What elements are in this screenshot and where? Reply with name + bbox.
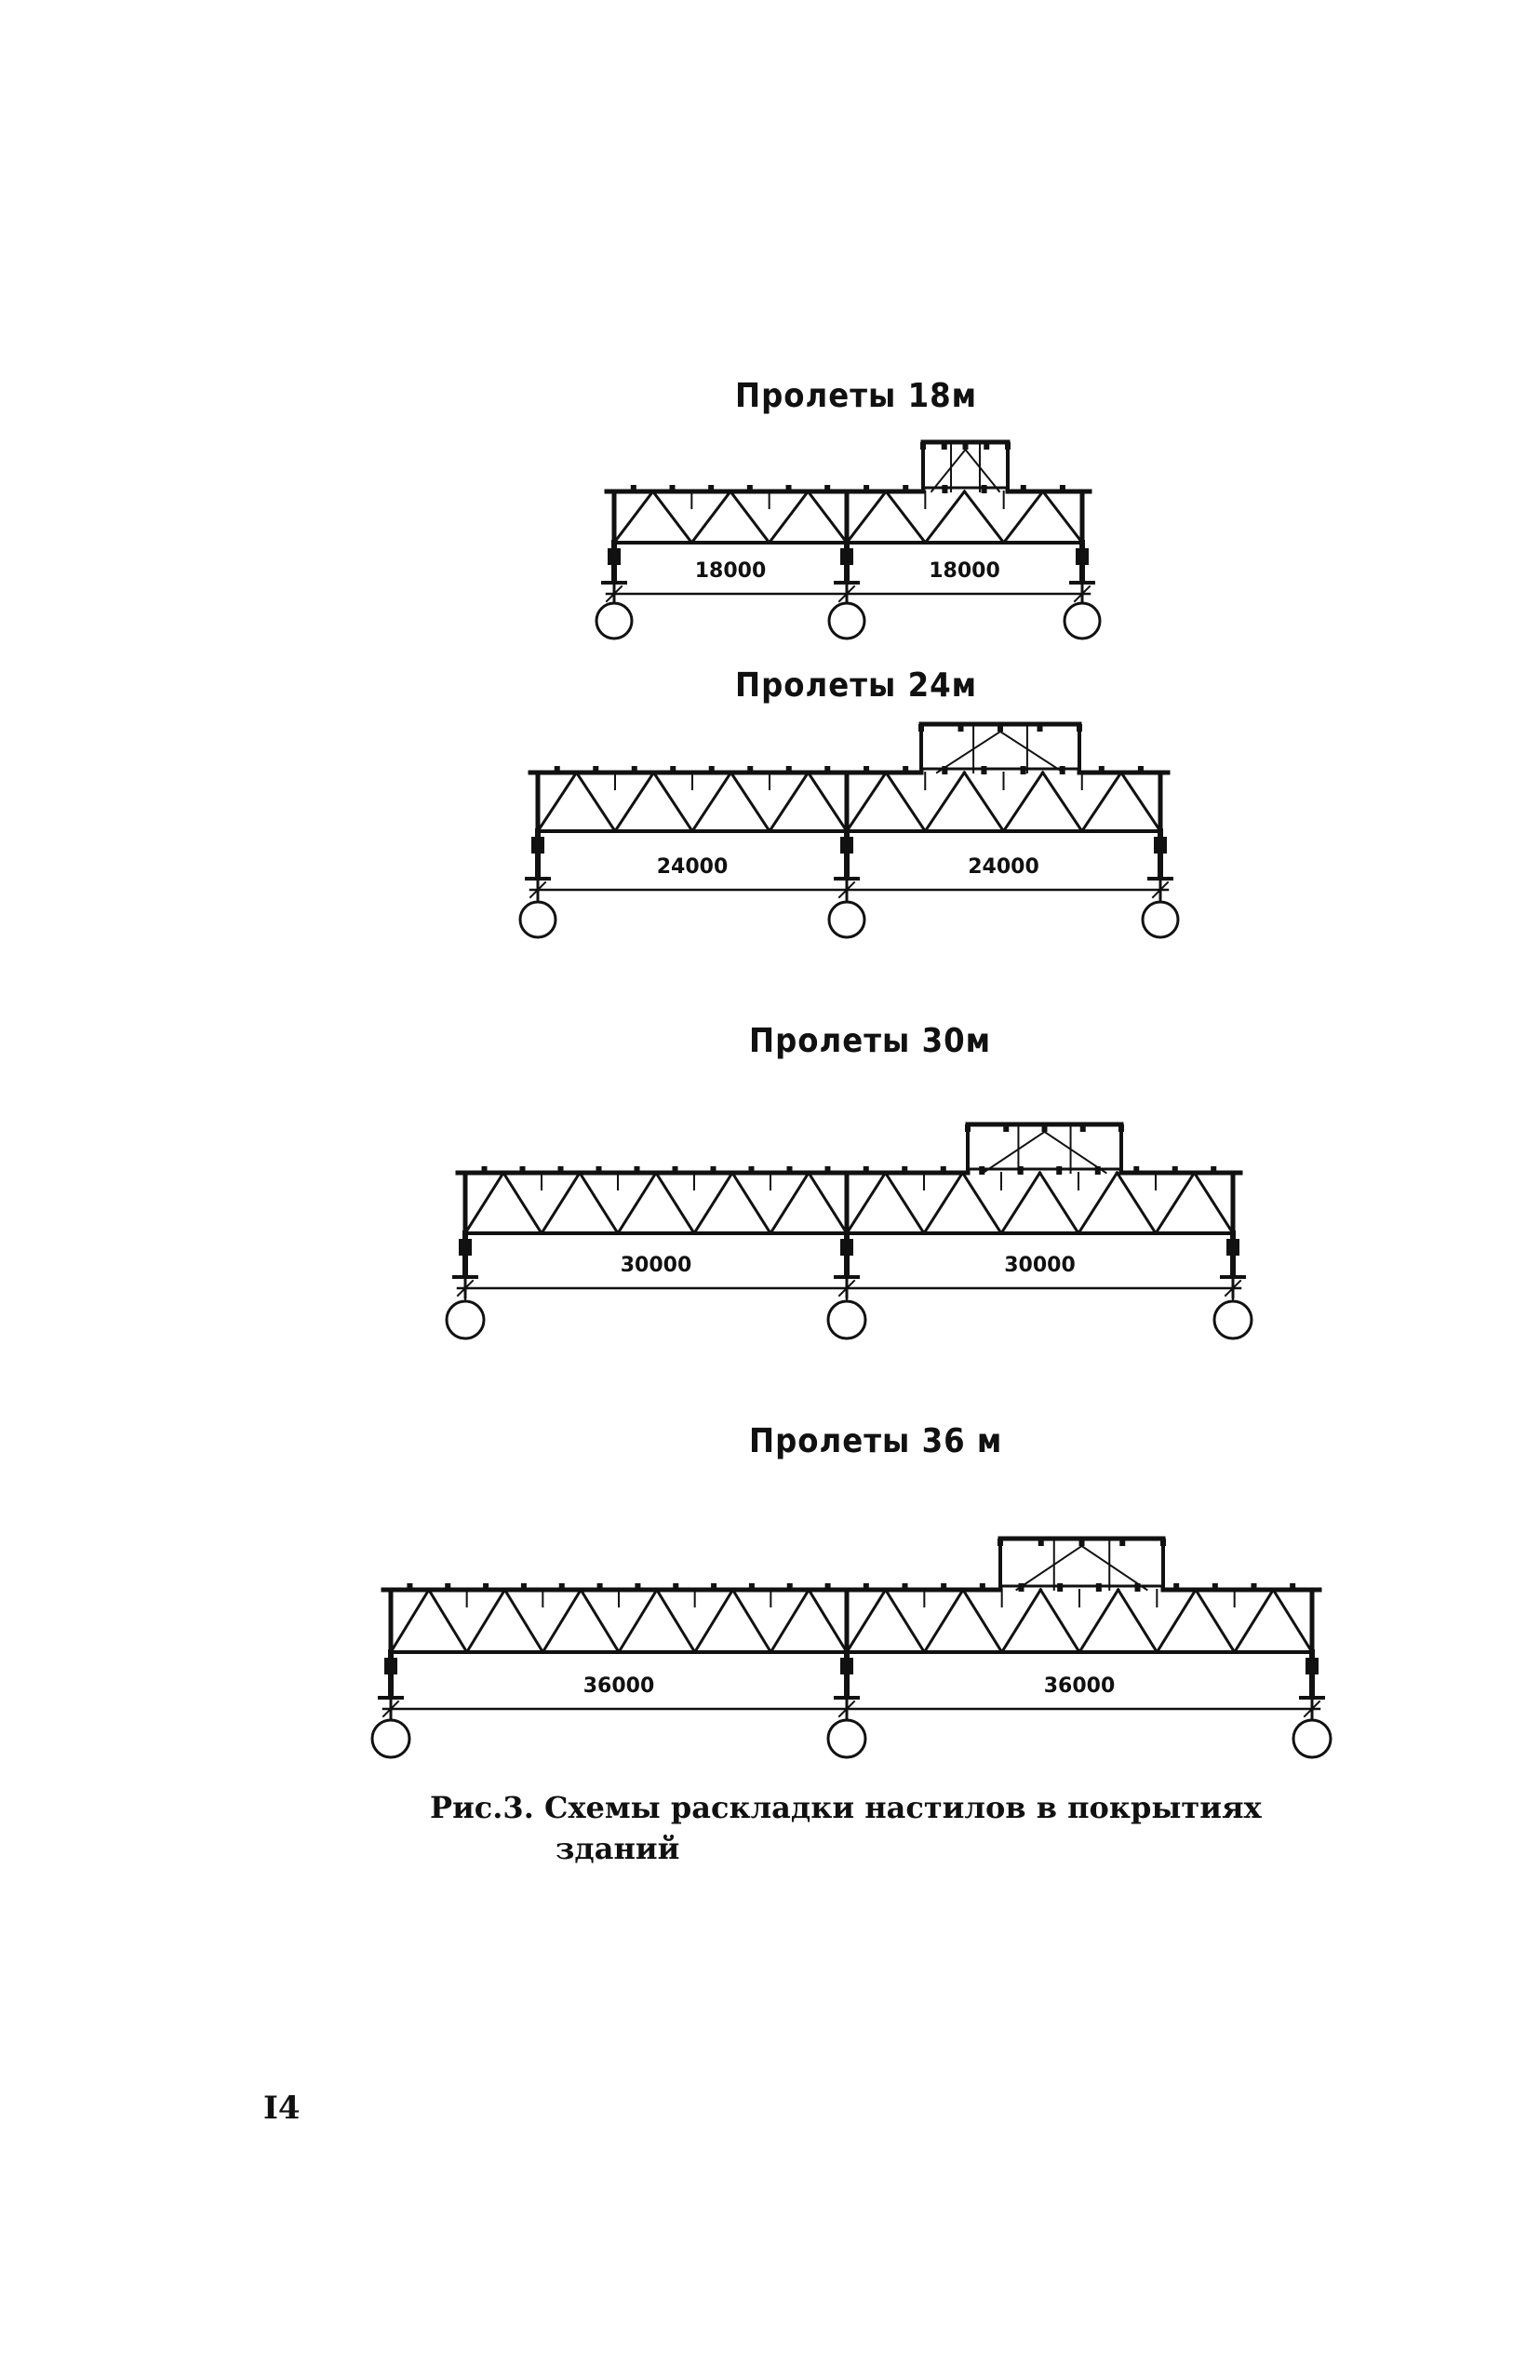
purlin-marker bbox=[787, 1166, 793, 1175]
purlin-marker bbox=[1056, 1166, 1062, 1175]
lantern-purlin bbox=[1119, 1539, 1125, 1546]
lantern-purlin bbox=[942, 442, 947, 450]
truss-diagonal bbox=[886, 1590, 925, 1652]
purlin-marker bbox=[635, 1166, 640, 1175]
truss-diagonal bbox=[809, 773, 848, 831]
lantern-brace bbox=[931, 450, 965, 491]
purlin-marker bbox=[1057, 1583, 1063, 1592]
truss-diagonal bbox=[1002, 1590, 1041, 1652]
purlin-marker bbox=[864, 485, 869, 493]
purlin-marker bbox=[520, 1166, 526, 1175]
purlin-marker bbox=[942, 485, 947, 493]
truss-diagonal bbox=[808, 491, 847, 543]
truss-diagonal bbox=[1121, 773, 1160, 831]
caption-line-2: зданий bbox=[556, 1831, 680, 1866]
truss-scheme-2 bbox=[447, 1124, 1252, 1338]
truss-diagonal bbox=[1004, 491, 1043, 543]
lantern-purlin bbox=[984, 442, 989, 450]
truss-diagonal bbox=[1118, 1590, 1158, 1652]
column-bracket bbox=[840, 1239, 853, 1256]
page-number: I4 bbox=[263, 2090, 301, 2127]
truss-diagonal bbox=[577, 773, 616, 831]
span-label: 18000 bbox=[929, 559, 1000, 583]
purlin-marker bbox=[1021, 766, 1026, 774]
axis-bubble bbox=[1143, 902, 1178, 937]
span-label: 24000 bbox=[656, 855, 729, 879]
purlin-marker bbox=[596, 1166, 602, 1175]
lantern-purlin bbox=[1077, 724, 1082, 732]
purlin-marker bbox=[749, 1583, 755, 1592]
purlin-marker bbox=[708, 485, 714, 493]
scheme-title-24: Пролеты 24м bbox=[735, 666, 978, 705]
purlin-marker bbox=[864, 1166, 869, 1175]
truss-diagonal bbox=[695, 1590, 733, 1652]
purlin-marker bbox=[903, 1583, 908, 1592]
axis-bubble bbox=[829, 902, 864, 937]
purlin-marker bbox=[982, 485, 987, 493]
truss-scheme-3 bbox=[372, 1539, 1331, 1757]
lantern-purlin bbox=[998, 1539, 1003, 1546]
truss-diagonal bbox=[1196, 1590, 1235, 1652]
truss-diagonal bbox=[538, 773, 577, 831]
truss-diagonal bbox=[965, 491, 1004, 543]
axis-bubble bbox=[447, 1301, 484, 1338]
truss-diagonal bbox=[654, 773, 693, 831]
axis-bubble bbox=[596, 603, 632, 639]
truss-diagonal bbox=[465, 1173, 503, 1233]
purlin-marker bbox=[709, 766, 715, 774]
lantern-purlin bbox=[963, 442, 969, 450]
truss-diagonal bbox=[809, 1590, 847, 1652]
truss-diagonal bbox=[581, 1590, 619, 1652]
truss-diagonal bbox=[731, 773, 770, 831]
purlin-marker bbox=[903, 485, 908, 493]
lantern-brace bbox=[1082, 1546, 1147, 1590]
truss-diagonal bbox=[1118, 1173, 1157, 1233]
column-bracket bbox=[531, 837, 544, 854]
purlin-marker bbox=[559, 1583, 565, 1592]
truss-diagonal bbox=[847, 491, 886, 543]
lantern-purlin bbox=[1003, 1124, 1009, 1132]
caption-line-1: Рис.3. Схемы раскладки настилов в покрытиях bbox=[430, 1790, 1262, 1825]
span-label: 24000 bbox=[968, 855, 1039, 879]
purlin-marker bbox=[747, 766, 753, 774]
truss-diagonal bbox=[692, 773, 731, 831]
truss-diagonal bbox=[467, 1590, 505, 1652]
purlin-marker bbox=[825, 1166, 831, 1175]
truss-diagonal bbox=[886, 773, 925, 831]
truss-diagonal bbox=[730, 491, 770, 543]
purlin-marker bbox=[864, 766, 869, 774]
purlin-marker bbox=[786, 485, 792, 493]
truss-diagonal bbox=[964, 773, 1003, 831]
purlin-marker bbox=[597, 1583, 603, 1592]
purlin-marker bbox=[786, 766, 792, 774]
purlin-marker bbox=[1172, 1166, 1178, 1175]
purlin-marker bbox=[521, 1583, 527, 1592]
truss-diagonal bbox=[505, 1590, 543, 1652]
truss-diagonal bbox=[1040, 1173, 1079, 1233]
lantern-purlin bbox=[1080, 1124, 1086, 1132]
truss-diagonal bbox=[886, 1173, 925, 1233]
purlin-marker bbox=[631, 485, 636, 493]
lantern-purlin bbox=[920, 442, 926, 450]
lantern-purlin bbox=[1005, 442, 1011, 450]
figure-caption bbox=[430, 1787, 1267, 1869]
purlin-marker bbox=[787, 1583, 793, 1592]
purlin-marker bbox=[824, 766, 830, 774]
lantern-purlin bbox=[1118, 1124, 1124, 1132]
lantern-purlin bbox=[918, 724, 924, 732]
purlin-marker bbox=[941, 1583, 946, 1592]
truss-diagonal bbox=[732, 1173, 770, 1233]
lantern-purlin bbox=[1042, 1124, 1048, 1132]
scheme-title-18: Пролеты 18м bbox=[735, 377, 978, 415]
purlin-marker bbox=[711, 1166, 716, 1175]
truss-diagonal bbox=[694, 1173, 732, 1233]
truss-diagonal bbox=[653, 491, 692, 543]
truss-diagonal bbox=[391, 1590, 429, 1652]
purlin-marker bbox=[1138, 766, 1144, 774]
column-bracket bbox=[459, 1239, 472, 1256]
column-bracket bbox=[384, 1658, 397, 1674]
truss-diagonal bbox=[619, 1590, 657, 1652]
span-label: 36000 bbox=[1043, 1674, 1116, 1698]
purlin-marker bbox=[1252, 1583, 1257, 1592]
purlin-marker bbox=[482, 1166, 488, 1175]
truss-diagonal bbox=[1079, 1590, 1118, 1652]
purlin-marker bbox=[903, 766, 908, 774]
span-label: 18000 bbox=[694, 559, 767, 583]
column-bracket bbox=[1306, 1658, 1319, 1674]
truss-diagonal bbox=[886, 491, 925, 543]
purlin-marker bbox=[445, 1583, 450, 1592]
purlin-marker bbox=[1021, 485, 1026, 493]
purlin-marker bbox=[635, 1583, 640, 1592]
truss-diagonal bbox=[615, 773, 654, 831]
purlin-marker bbox=[825, 1583, 831, 1592]
truss-diagonal bbox=[656, 1173, 694, 1233]
truss-diagonal bbox=[1273, 1590, 1312, 1652]
scheme-title-36: Пролеты 36 м bbox=[749, 1422, 1003, 1460]
truss-diagonal bbox=[847, 773, 886, 831]
purlin-marker bbox=[981, 766, 986, 774]
purlin-marker bbox=[483, 1583, 489, 1592]
span-label: 36000 bbox=[583, 1674, 655, 1698]
truss-diagonal bbox=[1156, 1173, 1195, 1233]
truss-diagonal bbox=[924, 1173, 963, 1233]
axis-bubble bbox=[1293, 1720, 1331, 1757]
axis-bubble bbox=[1065, 603, 1100, 639]
purlin-marker bbox=[558, 1166, 564, 1175]
column-bracket bbox=[840, 1658, 853, 1674]
axis-bubble bbox=[520, 902, 556, 937]
purlin-marker bbox=[670, 485, 676, 493]
purlin-marker bbox=[979, 1166, 984, 1175]
truss-diagonal bbox=[1235, 1590, 1274, 1652]
truss-diagonal bbox=[770, 491, 809, 543]
purlin-marker bbox=[980, 1583, 985, 1592]
column-bracket bbox=[840, 837, 853, 854]
truss-diagonal bbox=[580, 1173, 618, 1233]
truss-diagonal bbox=[1001, 1173, 1040, 1233]
purlin-marker bbox=[673, 1166, 678, 1175]
scheme-title-30: Пролеты 30м bbox=[749, 1022, 992, 1060]
lantern-brace bbox=[1017, 1546, 1082, 1590]
axis-bubble bbox=[828, 1720, 865, 1757]
truss-diagonal bbox=[847, 1590, 886, 1652]
truss-diagonal bbox=[925, 773, 964, 831]
truss-diagonal bbox=[691, 491, 730, 543]
purlin-marker bbox=[1019, 1583, 1024, 1592]
truss-diagonal bbox=[925, 491, 964, 543]
truss-diagonal bbox=[963, 1173, 1002, 1233]
axis-bubble bbox=[1214, 1301, 1252, 1338]
purlin-marker bbox=[824, 485, 830, 493]
truss-diagonal bbox=[614, 491, 653, 543]
column-bracket bbox=[1226, 1239, 1239, 1256]
lantern-purlin bbox=[1038, 724, 1043, 732]
purlin-marker bbox=[407, 1583, 412, 1592]
purlin-marker bbox=[1290, 1583, 1295, 1592]
column-bracket bbox=[1076, 548, 1089, 565]
lantern-purlin bbox=[1160, 1539, 1166, 1546]
purlin-marker bbox=[593, 766, 598, 774]
purlin-marker bbox=[1135, 1583, 1141, 1592]
truss-diagonal bbox=[770, 1590, 809, 1652]
truss-diagonal bbox=[924, 1590, 963, 1652]
span-label: 30000 bbox=[620, 1254, 692, 1277]
purlin-marker bbox=[864, 1583, 869, 1592]
purlin-marker bbox=[902, 1166, 907, 1175]
purlin-marker bbox=[711, 1583, 716, 1592]
span-label: 30000 bbox=[1004, 1254, 1076, 1277]
truss-diagonal bbox=[618, 1173, 656, 1233]
truss-diagonal bbox=[1157, 1590, 1196, 1652]
purlin-marker bbox=[1099, 766, 1105, 774]
purlin-marker bbox=[1060, 766, 1065, 774]
truss-diagonal bbox=[1078, 1173, 1118, 1233]
axis-bubble bbox=[372, 1720, 409, 1757]
truss-diagonal bbox=[770, 1173, 809, 1233]
column-bracket bbox=[608, 548, 621, 565]
truss-scheme-0 bbox=[596, 442, 1100, 639]
axis-bubble bbox=[829, 603, 864, 639]
purlin-marker bbox=[1096, 1583, 1102, 1592]
column-bracket bbox=[840, 548, 853, 565]
truss-diagonal bbox=[809, 1173, 847, 1233]
truss-diagonal bbox=[847, 1173, 886, 1233]
truss-scheme-1 bbox=[520, 724, 1178, 937]
truss-diagonal bbox=[1082, 773, 1121, 831]
purlin-marker bbox=[1173, 1583, 1179, 1592]
purlin-marker bbox=[1211, 1166, 1216, 1175]
truss-diagonal bbox=[1004, 773, 1043, 831]
truss-diagonal bbox=[1043, 773, 1082, 831]
truss-diagonal bbox=[1043, 491, 1082, 543]
truss-diagonal bbox=[542, 1173, 580, 1233]
lantern-purlin bbox=[958, 724, 964, 732]
truss-diagonal bbox=[542, 1590, 581, 1652]
lantern-purlin bbox=[998, 724, 1003, 732]
purlin-marker bbox=[747, 485, 753, 493]
truss-diagonal bbox=[1040, 1590, 1079, 1652]
truss-diagonal bbox=[1195, 1173, 1234, 1233]
truss-diagonal bbox=[657, 1590, 695, 1652]
purlin-marker bbox=[1133, 1166, 1139, 1175]
lantern-brace bbox=[984, 1132, 1045, 1173]
lantern-purlin bbox=[1038, 1539, 1044, 1546]
axis-bubble bbox=[828, 1301, 865, 1338]
lantern-purlin bbox=[965, 1124, 971, 1132]
purlin-marker bbox=[670, 766, 676, 774]
purlin-marker bbox=[673, 1583, 678, 1592]
purlin-marker bbox=[941, 1166, 946, 1175]
purlin-marker bbox=[942, 766, 947, 774]
lantern-purlin bbox=[1079, 1539, 1085, 1546]
purlin-marker bbox=[555, 766, 560, 774]
purlin-marker bbox=[1095, 1166, 1101, 1175]
purlin-marker bbox=[1018, 1166, 1024, 1175]
truss-diagonal bbox=[503, 1173, 542, 1233]
truss-diagonal bbox=[963, 1590, 1002, 1652]
truss-diagonal bbox=[429, 1590, 467, 1652]
purlin-marker bbox=[1212, 1583, 1218, 1592]
purlin-marker bbox=[632, 766, 637, 774]
column-bracket bbox=[1154, 837, 1167, 854]
lantern-brace bbox=[1000, 732, 1064, 773]
truss-diagonal bbox=[770, 773, 809, 831]
purlin-marker bbox=[1060, 485, 1065, 493]
purlin-marker bbox=[749, 1166, 755, 1175]
truss-diagonal bbox=[733, 1590, 771, 1652]
